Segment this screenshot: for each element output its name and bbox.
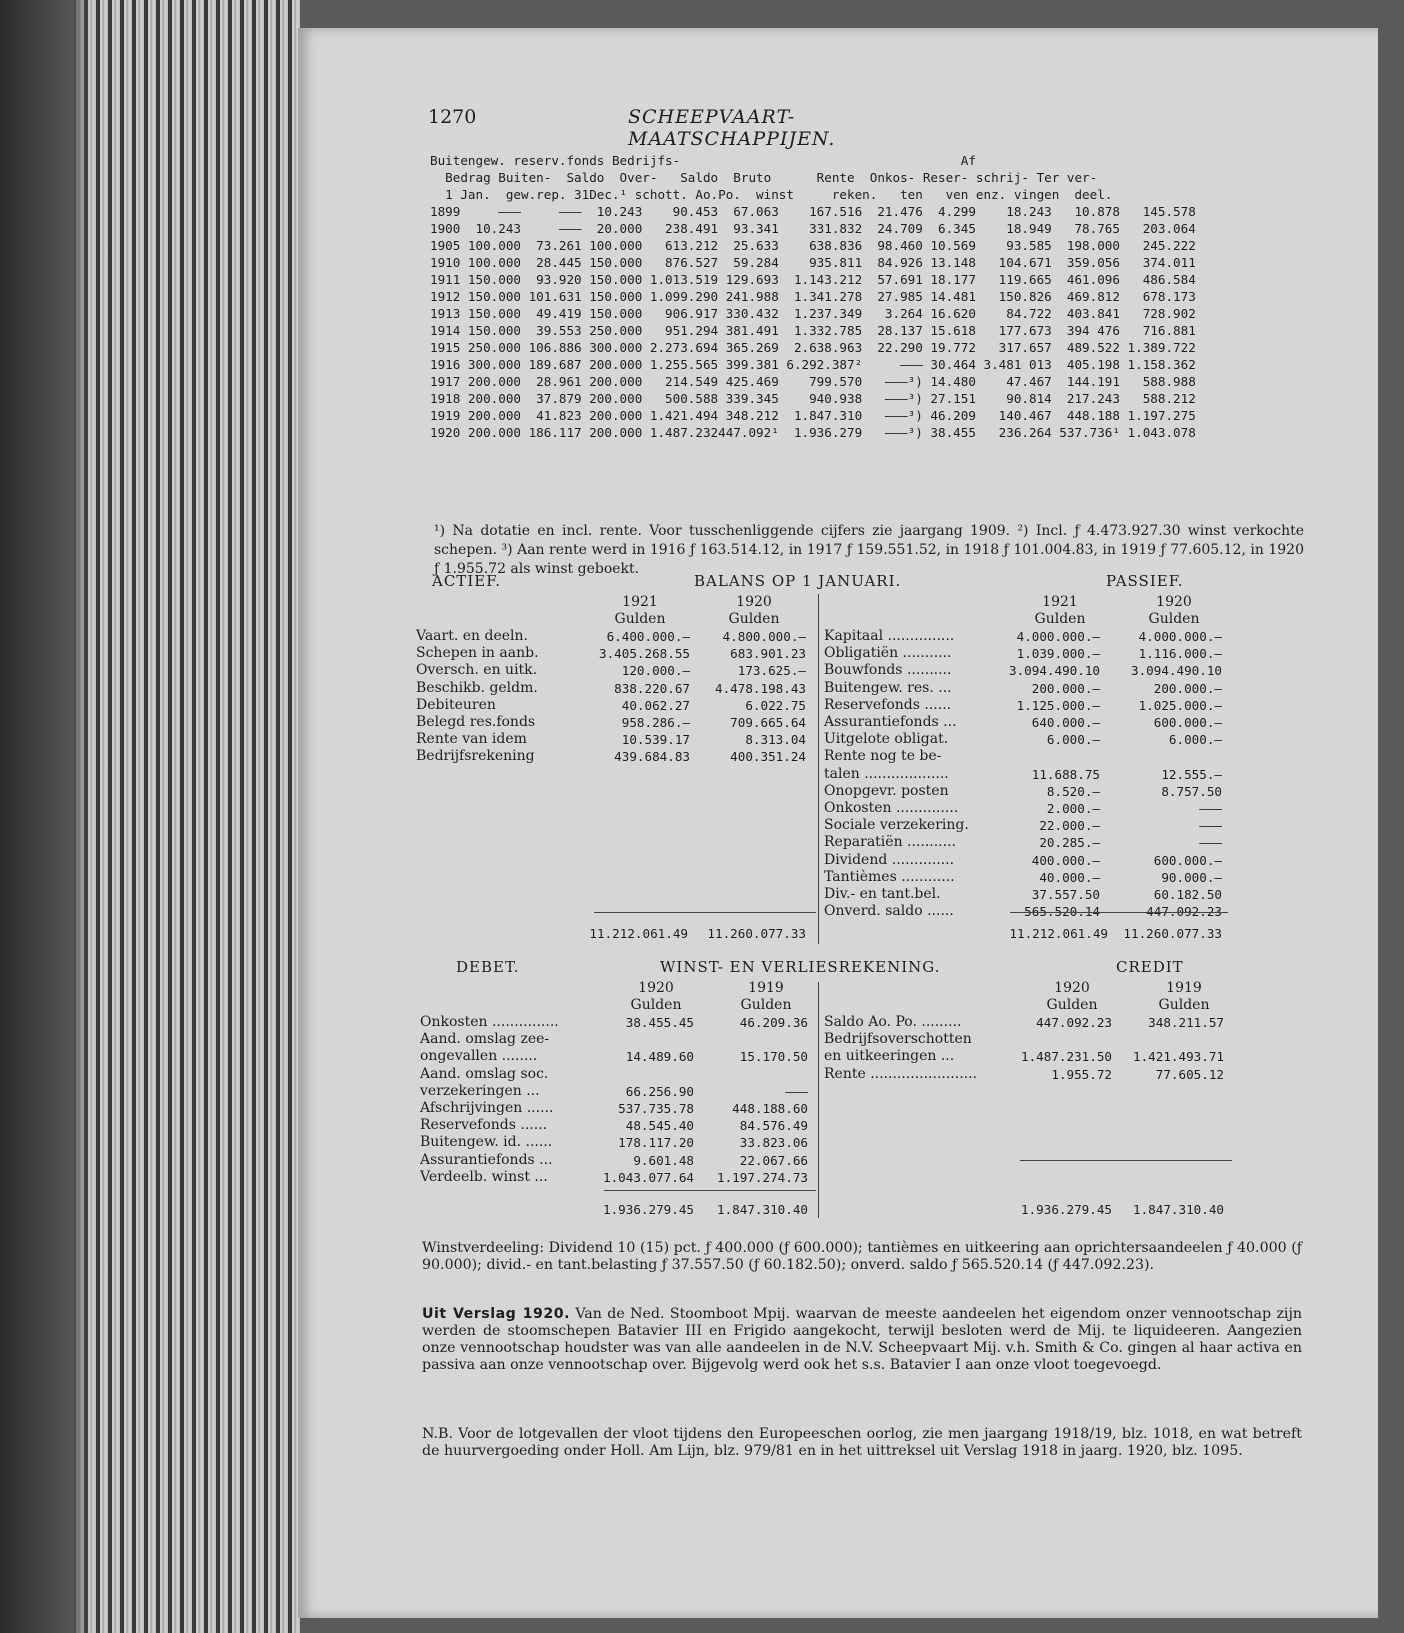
results-table [430, 152, 1196, 441]
balans-divider [818, 594, 819, 944]
debet-total-1920: 1.936.279.45 [603, 1202, 694, 1217]
debet-row-label: Assurantiefonds ... [420, 1151, 553, 1168]
results-row: 1900 10.243 ——— 20.000 238.491 93.341 331.832 24.709 6.345 18.949 78.765 203.064 [430, 221, 1196, 236]
actief-col-1920: 1920 Gulden [728, 594, 780, 627]
passief-title: PASSIEF. [1106, 572, 1184, 590]
credit-row-label: Rente ........................ [824, 1065, 978, 1082]
passief-row-label: Reparatiën ........... [824, 834, 956, 851]
passief-row-value-v1921: 20.285.— [1039, 835, 1100, 851]
passief-row-label: Reservefonds ...... [824, 696, 952, 713]
debet-col-1920: 1920 Gulden [630, 980, 682, 1013]
results-row: 1919 200.000 41.823 200.000 1.421.494 348.212 1.847.310 ———³) 46.209 140.467 448.188 1.197.275 [430, 408, 1196, 423]
credit-row-label: Bedrijfsoverschotten [824, 1031, 972, 1048]
passief-row-label: Onkosten .............. [824, 800, 959, 816]
passief-row-value-v1920: 1.116.000.— [1138, 646, 1222, 662]
debet-title: DEBET. [456, 958, 520, 976]
credit-total-rule [1020, 1160, 1232, 1161]
passief-row-value-v1921: 4.000.000.— [1016, 629, 1100, 644]
passief-row-value-v1920: 60.182.50 [1153, 887, 1222, 902]
debet-row-value-v1919: ——— [785, 1083, 808, 1099]
credit-row-value-v1920: 447.092.23 [1036, 1015, 1112, 1030]
passief-row-value-v1920: 600.000.— [1153, 852, 1222, 868]
passief-row-value-v1920: 600.000.— [1153, 715, 1222, 730]
book-page-edges [0, 0, 300, 1633]
page-number: 1270 [428, 106, 477, 128]
credit-row-value-v1919: 1.421.493.71 [1133, 1049, 1224, 1065]
passief-row-value-v1920: 200.000.— [1153, 680, 1222, 696]
debet-row-label: Onkosten ............... [420, 1014, 559, 1030]
credit-row-value-v1920: 1.955.72 [1051, 1066, 1112, 1082]
results-row: 1920 200.000 186.117 200.000 1.487.232447.092¹ 1.936.279 ———³) 38.455 236.264 537.736¹ 1.043.078 [430, 425, 1196, 440]
actief-row-value-v1920: 8.313.04 [745, 732, 806, 748]
debet-row-value-v1920: 1.043.077.64 [603, 1169, 694, 1185]
results-header-line: Buitengew. reserv.fonds Bedrijfs- Af [430, 153, 976, 168]
passief-row-label: Bouwfonds .......... [824, 662, 952, 679]
results-table-body [430, 203, 1196, 441]
passief-total-1920: 11.260.077.33 [1123, 926, 1222, 941]
results-header-line: 1 Jan. gew.rep. 31Dec.¹ schott. Ao.Po. winst reken. ten ven enz. vingen deel. [430, 187, 1113, 202]
actief-row-label: Rente van idem [416, 731, 527, 748]
debet-row-value-v1919: 1.197.274.73 [717, 1169, 808, 1185]
results-row: 1905 100.000 73.261 100.000 613.212 25.633 638.836 98.460 10.569 93.585 198.000 245.222 [430, 238, 1196, 253]
passief-row-label: Dividend .............. [824, 851, 955, 868]
page [298, 28, 1378, 1618]
verslag-paragraph [422, 1306, 1302, 1374]
debet-row-value-v1920: 178.117.20 [618, 1135, 694, 1151]
debet-row-label: Buitengew. id. ...... [420, 1134, 553, 1151]
actief-row-label: Belegd res.fonds [416, 714, 536, 730]
credit-title: CREDIT [1116, 958, 1184, 976]
balans-title: BALANS OP 1 JANUARI. [694, 572, 902, 590]
debet-row-value-v1920: 537.735.78 [618, 1101, 694, 1116]
actief-total-1921: 11.212.061.49 [589, 926, 688, 941]
actief-row-value-v1921: 838.220.67 [614, 680, 690, 696]
actief-row-value-v1920: 173.625.— [737, 663, 806, 679]
actief-row-value-v1920: 4.800.000.— [722, 629, 806, 644]
credit-total-1920: 1.936.279.45 [1021, 1202, 1112, 1217]
credit-row-label: en uitkeeringen ... [824, 1048, 955, 1065]
credit-row-value-v1919: 348.211.57 [1148, 1015, 1224, 1030]
passief-row-label: Kapitaal ............... [824, 628, 955, 644]
nb-paragraph: N.B. Voor de lotgevallen der vloot tijdens den Europeeschen oorlog, zie men jaargang 1918/19, blz. 1018, en wat betreft de huurvergoeding onder Holl. Am Lijn, blz. 979/81 en in het uittreksel uit Verslag 1918 in jaarg. 1920, blz. 1095. [422, 1426, 1302, 1459]
verslag-text: Van de Ned. Stoomboot Mpij. waarvan de meeste aandeelen het eigendom onzer vennootschap zijn werden de stoomschepen Batavier III en Frigido aangekocht, terwijl besloten werd de Mij. te liquideeren. Aangezien onze vennootschap houdster was van alle aandeelen in de N.V. Scheepvaart Mij. v.h. Smith & Co. gingen al haar activa en passiva aan onze vennootschap over. Bijgevolg werd ook het s.s. Batavier I aan onze vloot toegevoegd. [422, 1306, 1302, 1373]
passief-row-value-v1921: 200.000.— [1031, 680, 1100, 696]
actief-row-value-v1921: 439.684.83 [614, 749, 690, 765]
actief-row-value-v1920: 709.665.64 [730, 715, 806, 730]
passief-row-label: Onopgevr. posten [824, 782, 949, 799]
passief-row-value-v1921: 640.000.— [1031, 715, 1100, 730]
debet-row-value-v1919: 33.823.06 [739, 1135, 808, 1151]
results-footnote: ¹) Na dotatie en incl. rente. Voor tusschenliggende cijfers zie jaargang 1909. ²) Incl. ƒ 4.473.927.30 winst verkochte schepen. ³) Aan rente werd in 1916 ƒ 163.514.12, in 1917 ƒ 159.551.52, in 1918 ƒ 101.004.83, in 1919 ƒ 77.605.12, in 1920 ƒ 1.955.72 als winst geboekt. [434, 523, 1304, 577]
credit-col-1920: 1920 Gulden [1046, 980, 1098, 1013]
passief-col-1920: 1920 Gulden [1148, 594, 1200, 627]
actief-row-value-v1921: 10.539.17 [621, 732, 690, 748]
passief-row-value-v1920: 4.000.000.— [1138, 629, 1222, 644]
passief-row-value-v1920: 12.555.— [1161, 766, 1222, 782]
passief-row-label: Obligatiën ........... [824, 645, 952, 662]
results-row: 1899 ——— ——— 10.243 90.453 67.063 167.516 21.476 4.299 18.243 10.878 145.578 [430, 204, 1196, 219]
passief-row-label: Onverd. saldo ...... [824, 903, 954, 920]
passief-row-value-v1921: 400.000.— [1031, 852, 1100, 868]
actief-row-value-v1920: 683.901.23 [730, 646, 806, 662]
debet-row-label: Reservefonds ...... [420, 1117, 548, 1134]
debet-row-value-v1920: 48.545.40 [625, 1118, 694, 1134]
passief-row-value-v1921: 11.688.75 [1031, 766, 1100, 782]
passief-row-value-v1921: 565.520.14 [1024, 904, 1100, 920]
actief-row-label: Debiteuren [416, 696, 496, 713]
passief-row-value-v1920: 6.000.— [1168, 732, 1222, 748]
results-row: 1913 150.000 49.419 150.000 906.917 330.432 1.237.349 3.264 16.620 84.722 403.841 728.902 [430, 306, 1196, 321]
actief-row-value-v1920: 4.478.198.43 [715, 680, 806, 696]
passief-row-label: Buitengew. res. ... [824, 679, 952, 696]
passief-row-value-v1920: 3.094.490.10 [1131, 663, 1222, 679]
debet-row-value-v1919: 84.576.49 [739, 1118, 808, 1134]
passief-row-label: Tantièmes ............ [824, 868, 955, 885]
debet-row-label: ongevallen ........ [420, 1048, 538, 1065]
results-header-line: Bedrag Buiten- Saldo Over- Saldo Bruto Rente Onkos- Reser- schrij- Ter ver- [430, 170, 1098, 185]
debet-row-label: Aand. omslag soc. [420, 1065, 549, 1082]
credit-row-value-v1919: 77.605.12 [1155, 1066, 1224, 1082]
debet-row-value-v1919: 15.170.50 [739, 1049, 808, 1065]
passief-row-value-v1921: 8.520.— [1046, 783, 1100, 799]
passief-row-label: Sociale verzekering. [824, 817, 969, 834]
passief-row-value-v1920: 90.000.— [1161, 869, 1222, 885]
debet-row-value-v1920: 9.601.48 [633, 1152, 694, 1168]
passief-row-value-v1921: 1.125.000.— [1016, 697, 1100, 713]
actief-col-1921: 1921 Gulden [614, 594, 666, 627]
credit-row-label: Saldo Ao. Po. ......... [824, 1014, 962, 1030]
debet-row-label: Verdeelb. winst ... [420, 1168, 548, 1185]
debet-row-label: Afschrijvingen ...... [420, 1100, 554, 1116]
results-row: 1914 150.000 39.553 250.000 951.294 381.491 1.332.785 28.137 15.618 177.673 394 476 716.881 [430, 323, 1196, 338]
verslag-lead: Uit Verslag 1920. [422, 1306, 570, 1322]
passief-row-label: Rente nog te be- [824, 748, 942, 765]
actief-row-value-v1920: 6.022.75 [745, 697, 806, 713]
actief-row-value-v1921: 3.405.268.55 [599, 646, 690, 662]
debet-row-value-v1919: 448.188.60 [732, 1101, 808, 1116]
actief-row-label: Vaart. en deeln. [416, 628, 528, 644]
actief-row-label: Bedrijfsrekening [416, 748, 535, 765]
passief-col-1921: 1921 Gulden [1034, 594, 1086, 627]
passief-row-value-v1921: 40.000.— [1039, 869, 1100, 885]
passief-row-value-v1920: 447.092.23 [1146, 904, 1222, 920]
passief-row-label: talen ................... [824, 765, 949, 782]
results-row: 1911 150.000 93.920 150.000 1.013.519 129.693 1.143.212 57.691 18.177 119.665 461.096 486.584 [430, 272, 1196, 287]
debet-row-value-v1920: 38.455.45 [625, 1015, 694, 1030]
credit-row-value-v1920: 1.487.231.50 [1021, 1049, 1112, 1065]
credit-total-1919: 1.847.310.40 [1133, 1202, 1224, 1217]
passief-row-label: Uitgelote obligat. [824, 731, 949, 748]
passief-total-1921: 11.212.061.49 [1009, 926, 1108, 941]
page-title: SCHEEPVAART-MAATSCHAPPIJEN. [628, 106, 836, 150]
debet-row-label: Aand. omslag zee- [420, 1031, 550, 1048]
results-row: 1916 300.000 189.687 200.000 1.255.565 399.381 6.292.387² ——— 30.464 3.481 013 405.198 1.158.362 [430, 357, 1196, 372]
actief-row-value-v1921: 6.400.000.— [606, 629, 690, 644]
results-row: 1910 100.000 28.445 150.000 876.527 59.284 935.811 84.926 13.148 104.671 359.056 374.011 [430, 255, 1196, 270]
passief-row-label: Div.- en tant.bel. [824, 886, 941, 902]
passief-row-value-v1921: 1.039.000.— [1016, 646, 1100, 662]
actief-row-label: Oversch. en uitk. [416, 662, 538, 679]
debet-row-label: verzekeringen ... [420, 1082, 540, 1099]
passief-row-value-v1920: 1.025.000.— [1138, 697, 1222, 713]
actief-row-value-v1921: 40.062.27 [621, 697, 690, 713]
actief-total-1920: 11.260.077.33 [707, 926, 806, 941]
actief-row-value-v1920: 400.351.24 [730, 749, 806, 765]
debet-row-value-v1920: 14.489.60 [625, 1049, 694, 1065]
credit-col-1919: 1919 Gulden [1158, 980, 1210, 1013]
passief-row-value-v1920: ——— [1199, 818, 1222, 834]
actief-title: ACTIEF. [432, 572, 502, 590]
passief-row-value-v1921: 22.000.— [1039, 818, 1100, 834]
actief-row-label: Beschikb. geldm. [416, 679, 538, 696]
passief-row-value-v1920: 8.757.50 [1161, 783, 1222, 799]
winst-title: WINST- EN VERLIESREKENING. [660, 958, 941, 976]
passief-row-value-v1921: 6.000.— [1046, 732, 1100, 748]
results-row: 1912 150.000 101.631 150.000 1.099.290 241.988 1.341.278 27.985 14.481 150.826 469.812 678.173 [430, 289, 1196, 304]
passief-row-value-v1920: ——— [1199, 835, 1222, 851]
debet-col-1919: 1919 Gulden [740, 980, 792, 1013]
passief-total-rule [1010, 912, 1228, 913]
results-row: 1915 250.000 106.886 300.000 2.273.694 365.269 2.638.963 22.290 19.772 317.657 489.522 1.389.722 [430, 340, 1196, 355]
passief-row-value-v1920: ——— [1199, 801, 1222, 816]
debet-row-value-v1919: 22.067.66 [739, 1152, 808, 1168]
passief-row-value-v1921: 3.094.490.10 [1009, 663, 1100, 679]
actief-row-value-v1921: 958.286.— [621, 715, 690, 730]
results-table-header [430, 152, 1196, 203]
passief-row-value-v1921: 37.557.50 [1031, 887, 1100, 902]
debet-total-1919: 1.847.310.40 [717, 1202, 808, 1217]
winst-divider [818, 982, 819, 1218]
debet-total-rule [604, 1190, 816, 1191]
passief-row-label: Assurantiefonds ... [824, 714, 957, 730]
results-row: 1917 200.000 28.961 200.000 214.549 425.469 799.570 ———³) 14.480 47.467 144.191 588.988 [430, 374, 1196, 389]
results-row: 1918 200.000 37.879 200.000 500.588 339.345 940.938 ———³) 27.151 90.814 217.243 588.212 [430, 391, 1196, 406]
winstverdeeling-paragraph: Winstverdeeling: Dividend 10 (15) pct. ƒ 400.000 (ƒ 600.000); tantièmes en uitkeering aan oprichtersaandeelen ƒ 40.000 (ƒ 90.000); divid.- en tant.belasting ƒ 37.557.50 (ƒ 60.182.50); onverd. saldo ƒ 565.520.14 (ƒ 447.092.23). [422, 1240, 1302, 1273]
actief-row-label: Schepen in aanb. [416, 645, 539, 662]
actief-total-rule [594, 912, 816, 913]
passief-row-value-v1921: 2.000.— [1046, 801, 1100, 816]
debet-row-value-v1920: 66.256.90 [625, 1083, 694, 1099]
debet-row-value-v1919: 46.209.36 [739, 1015, 808, 1030]
actief-row-value-v1921: 120.000.— [621, 663, 690, 679]
